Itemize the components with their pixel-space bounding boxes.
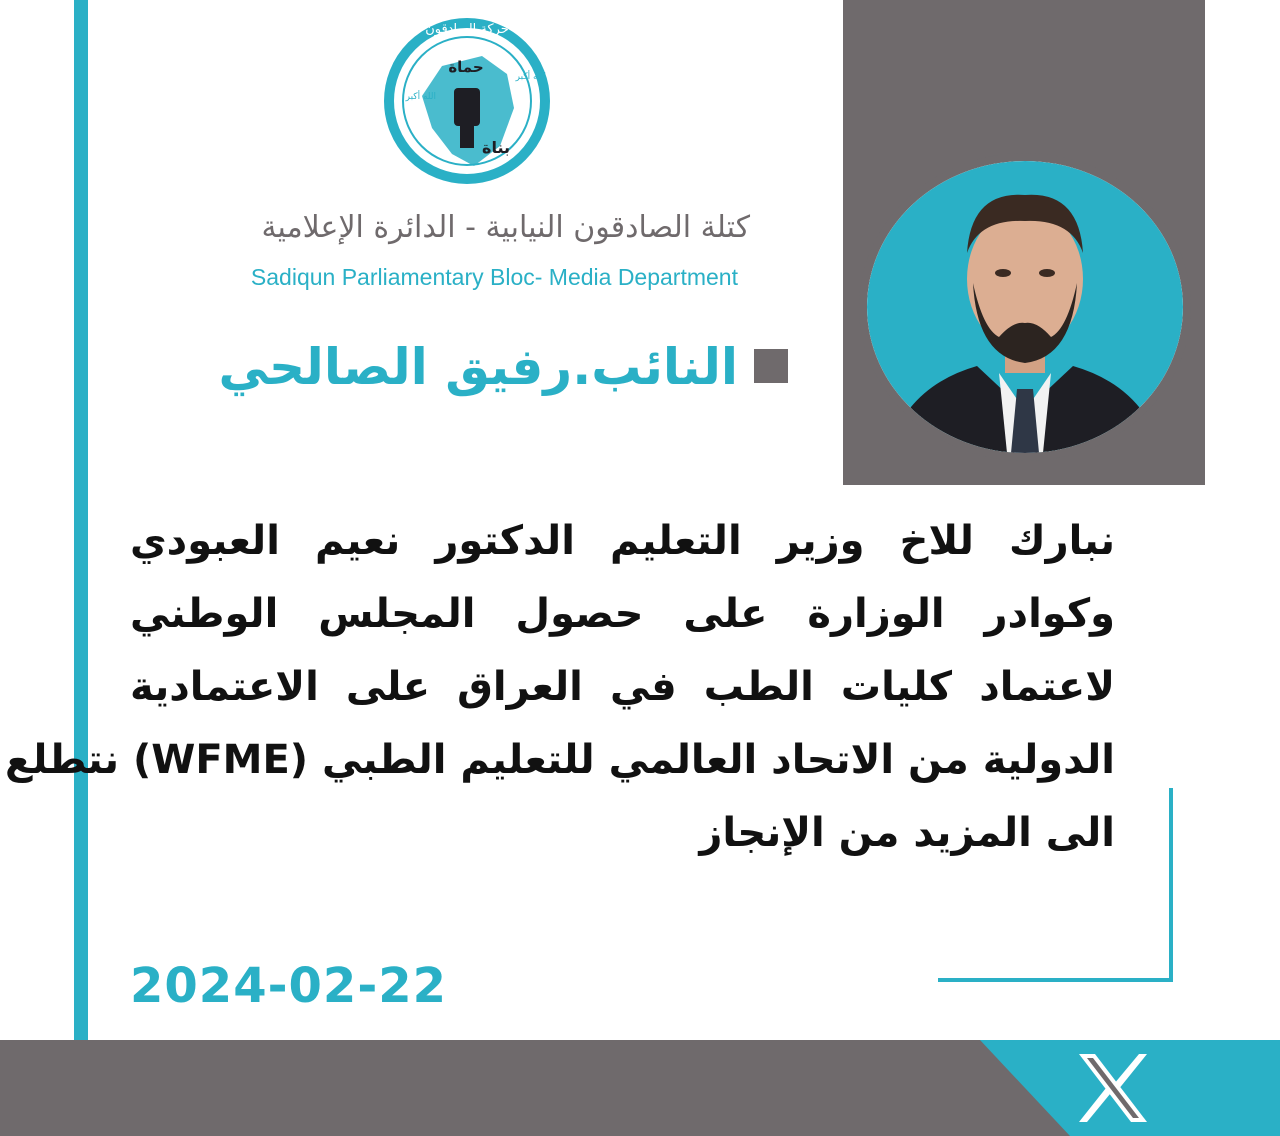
logo-right-text: الله أكبر xyxy=(515,72,546,82)
statement-line: لاعتماد كليات الطب في العراق على الاعتمادية xyxy=(130,664,1115,710)
name-bullet-square xyxy=(754,349,788,383)
logo-left-text: الله أكبر xyxy=(405,92,436,102)
logo-top-text: حركة الصادقون xyxy=(425,22,509,37)
statement-line: الى المزيد من الإنجاز xyxy=(699,810,1115,856)
speaker-name: النائب.رفيق الصالحي xyxy=(218,338,738,396)
arabic-subtitle: كتلة الصادقون النيابية - الدائرة الإعلامية xyxy=(261,210,750,245)
statement-line: الدولية من الاتحاد العالمي للتعليم الطبي (WFME) نتطلع xyxy=(5,737,1115,783)
logo-word-1: حماة xyxy=(448,58,484,76)
statement-text xyxy=(5,505,1115,870)
post-date: 2024-02-22 xyxy=(130,958,448,1014)
statement-line: وكوادر الوزارة على حصول المجلس الوطني xyxy=(130,591,1115,637)
x-logo-icon[interactable] xyxy=(1073,1050,1153,1126)
person-portrait xyxy=(859,153,1191,461)
speaker-name-row xyxy=(150,332,788,402)
left-accent-bar xyxy=(74,0,88,1040)
english-subtitle: Sadiqun Parliamentary Bloc- Media Department xyxy=(250,264,738,290)
decorative-corner-horizontal xyxy=(938,978,1173,982)
logo-word-2: بناة xyxy=(482,138,510,157)
statement-line: نبارك للاخ وزير التعليم الدكتور نعيم العبودي xyxy=(130,518,1115,564)
person-silhouette xyxy=(867,161,1183,453)
decorative-corner-vertical xyxy=(1169,788,1173,982)
portrait-background xyxy=(867,161,1183,453)
